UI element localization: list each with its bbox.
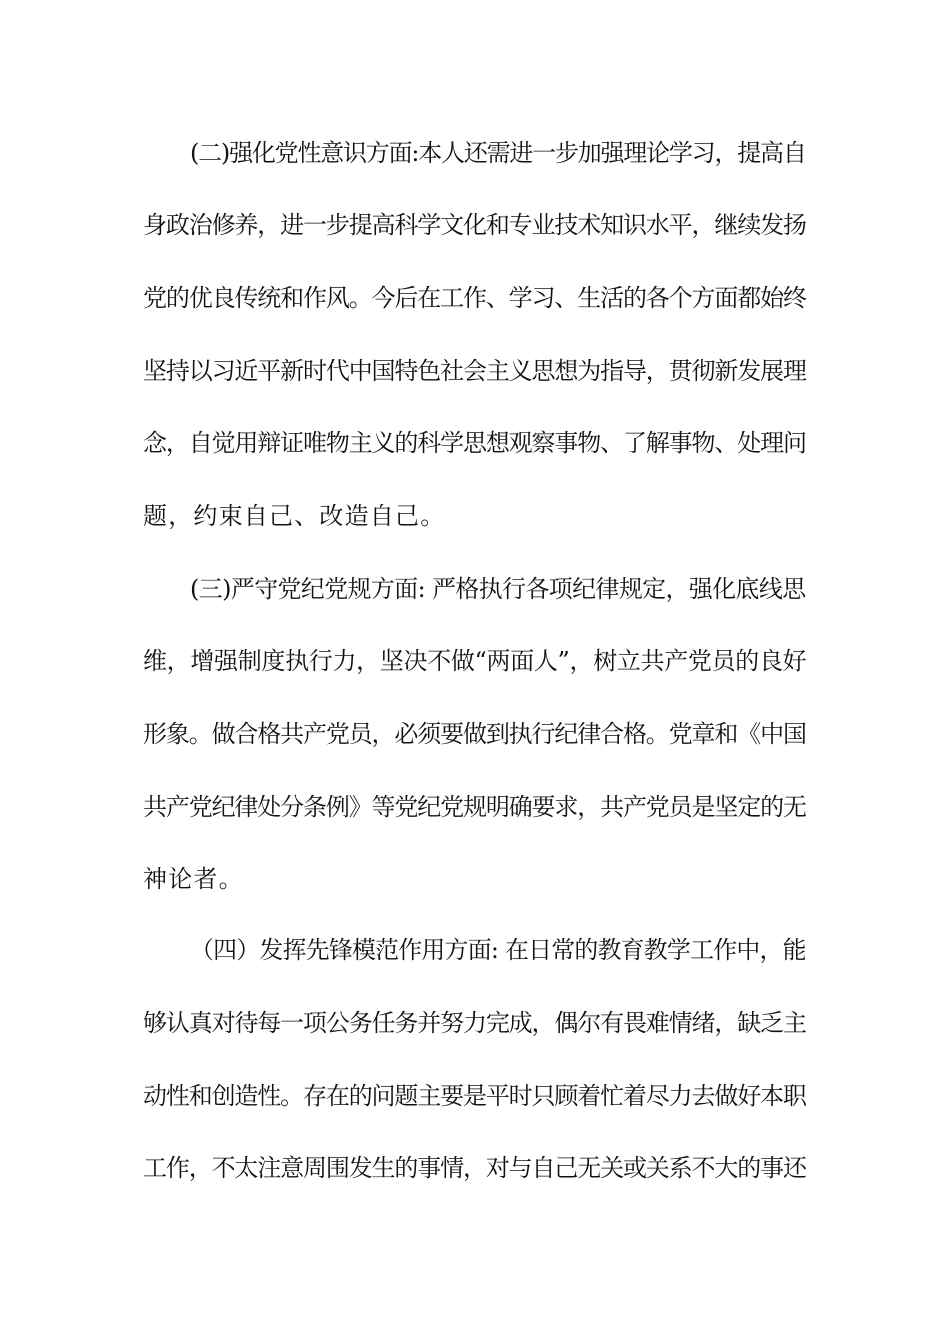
paragraph-1-line-1: (二)强化党性意识方面:本人还需进一步加强理论学习，提高自 — [190, 139, 806, 167]
paragraph-1-line-5: 念，自觉用辩证唯物主义的科学思想观察事物、了解事物、处理问 — [143, 429, 806, 457]
paragraph-2-line-1: (三)严守党纪党规方面: 严格执行各项纪律规定，强化底线思 — [190, 575, 806, 603]
paragraph-1-line-2: 身政治修养，进一步提高科学文化和专业技术知识水平，继续发扬 — [143, 211, 806, 239]
paragraph-1-line-6: 题，约束自己、改造自己。 — [143, 502, 446, 530]
paragraph-2-line-4: 共产党纪律处分条例》等党纪党规明确要求，共产党员是坚定的无 — [143, 793, 806, 821]
paragraph-3-line-1: （四）发挥先锋模范作用方面: 在日常的教育教学工作中，能 — [190, 936, 806, 964]
paragraph-1-line-3: 党的优良传统和作风。今后在工作、学习、生活的各个方面都始终 — [143, 284, 806, 312]
paragraph-3-line-4: 工作，不太注意周围发生的事情，对与自己无关或关系不大的事还 — [143, 1154, 806, 1182]
paragraph-2-line-3: 形象。做合格共产党员，必须要做到执行纪律合格。党章和《中国 — [143, 720, 806, 748]
paragraph-1-line-4: 坚持以习近平新时代中国特色社会主义思想为指导，贯彻新发展理 — [143, 357, 806, 385]
paragraph-3-line-3: 动性和创造性。存在的问题主要是平时只顾着忙着尽力去做好本职 — [143, 1082, 806, 1110]
paragraph-2-line-2: 维，增强制度执行力，坚决不做“两面人”，树立共产党员的良好 — [143, 647, 807, 675]
paragraph-2-line-5: 神论者。 — [143, 865, 244, 893]
paragraph-3-line-2: 够认真对待每一项公务任务并努力完成，偶尔有畏难情绪，缺乏主 — [143, 1009, 806, 1037]
